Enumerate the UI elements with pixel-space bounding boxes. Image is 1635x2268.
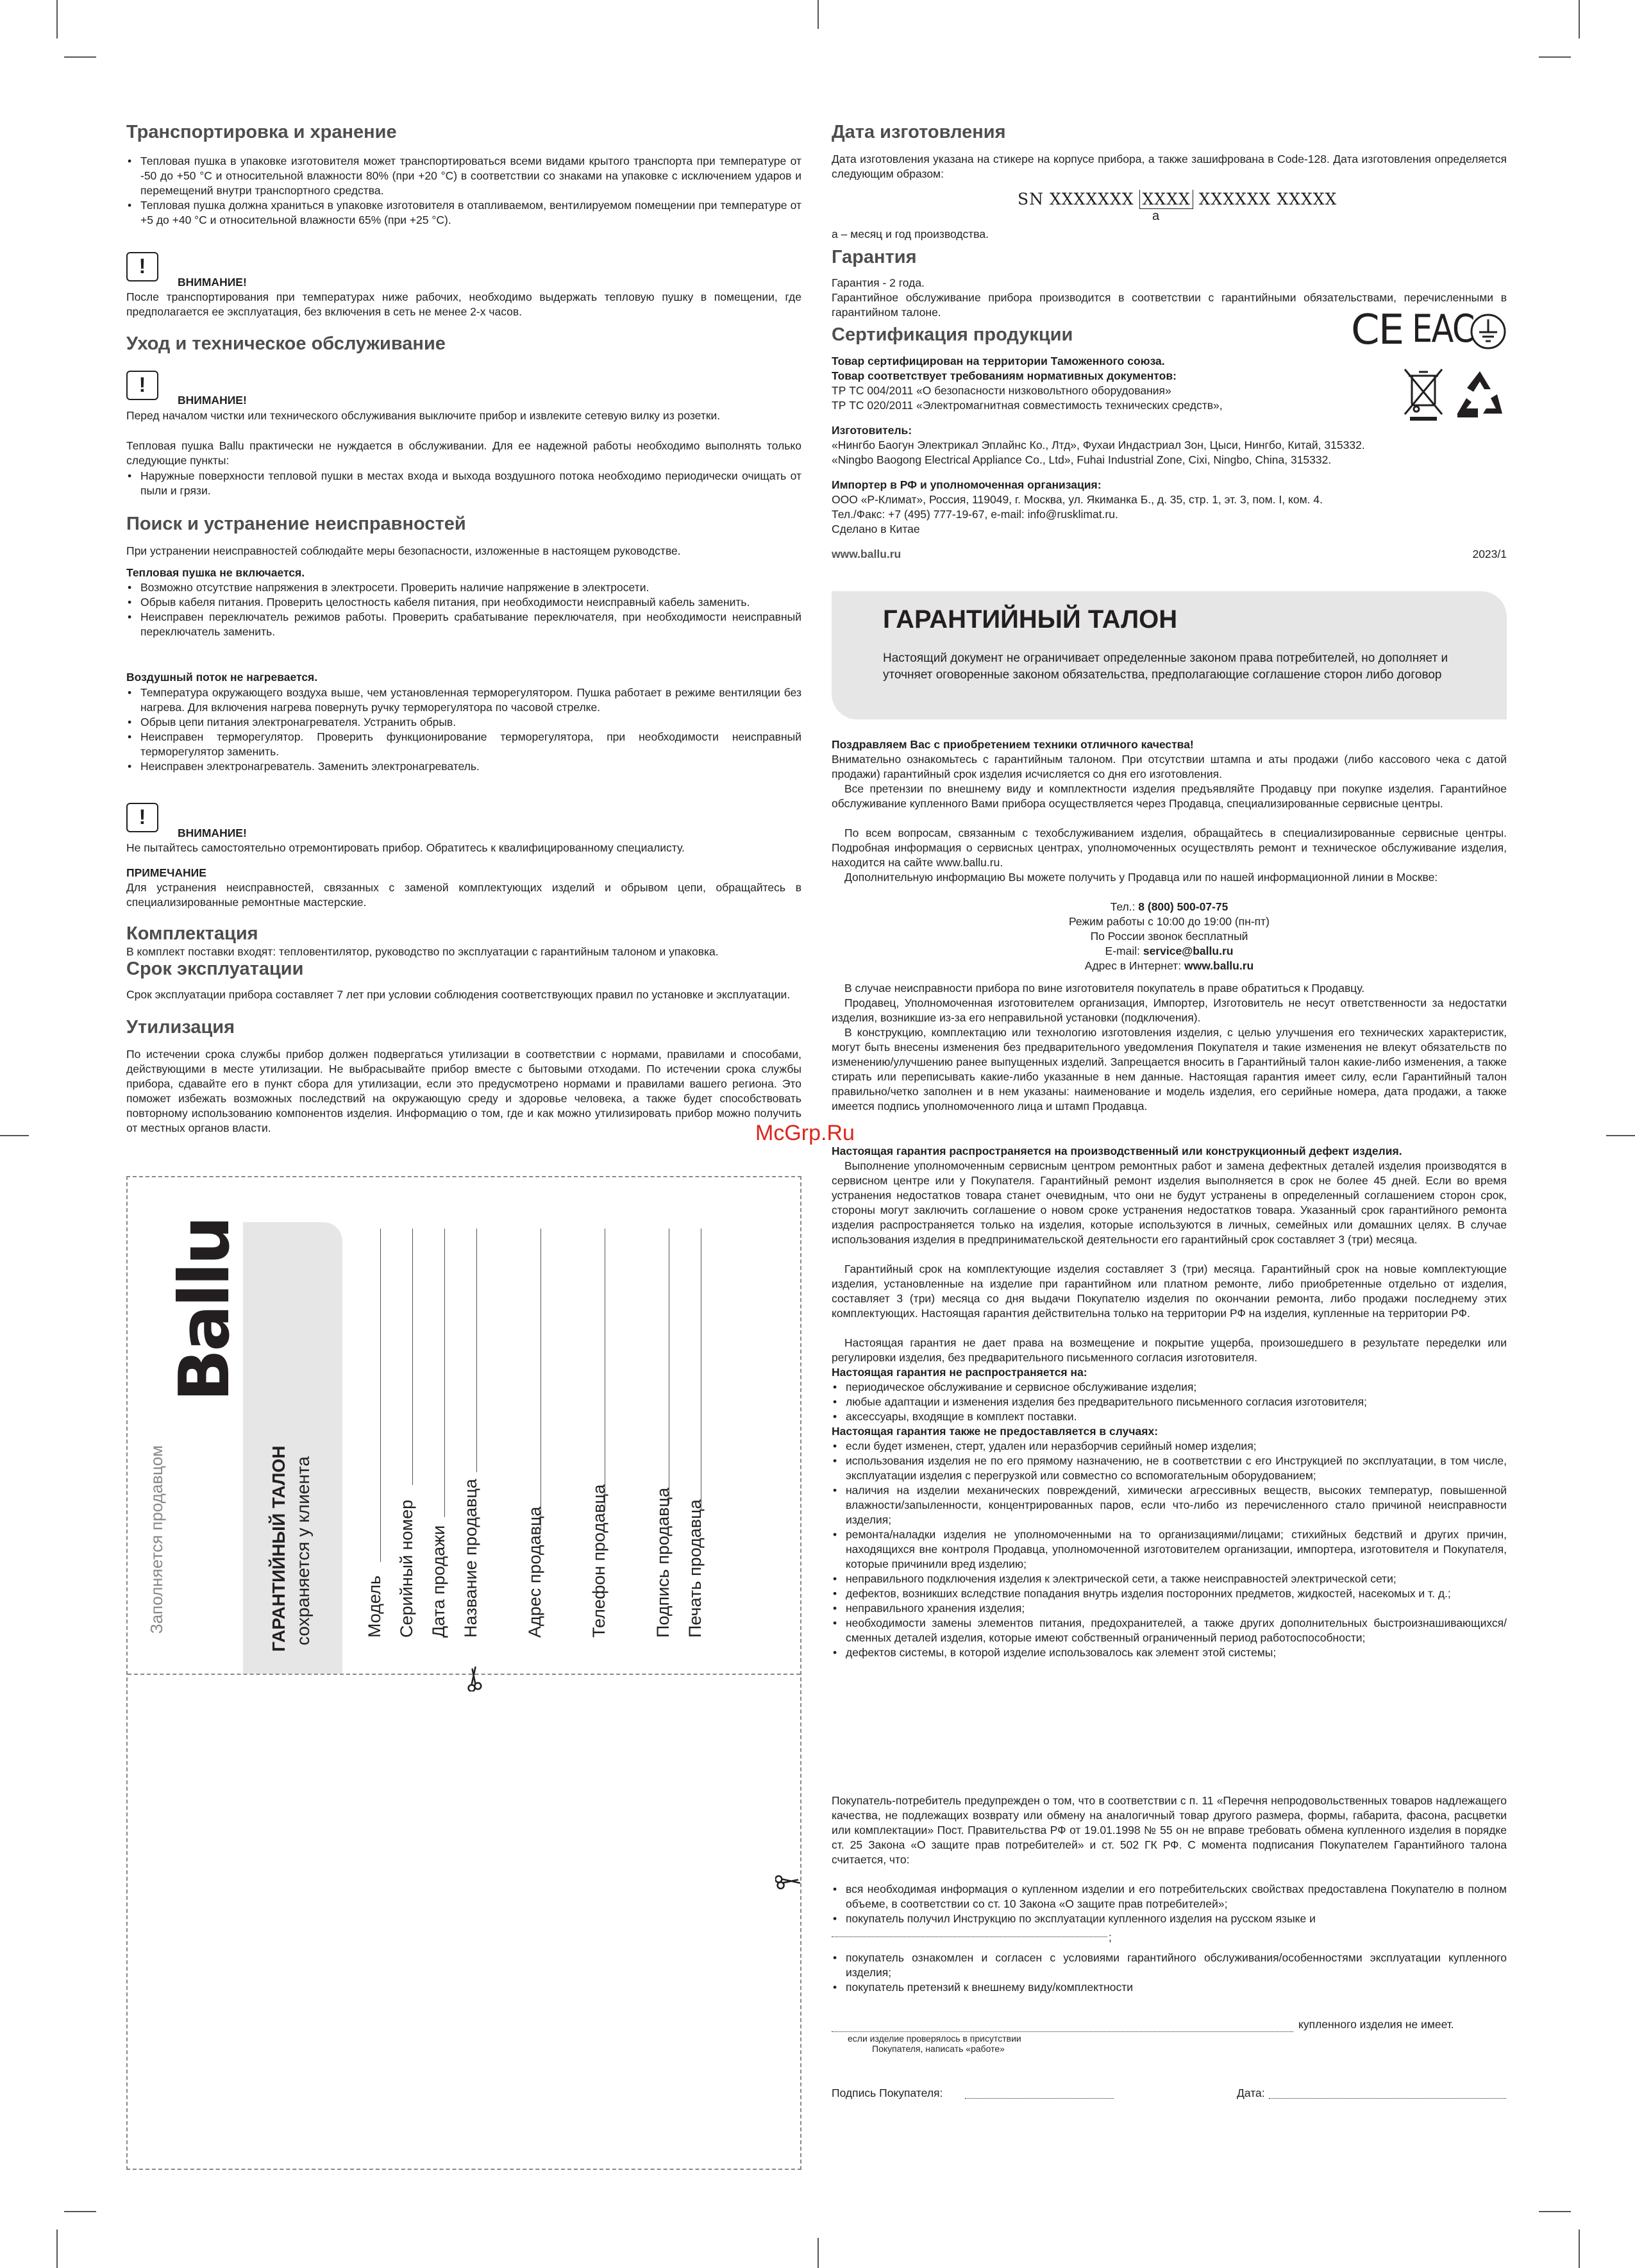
congrats: Поздравляем Вас с приобретением техники отличного качества! bbox=[832, 738, 1194, 751]
body-p2: Все претензии по внешнему виду и комплектности изделия предъявляйте Продавцу при покупке изделия. Гарантийное обслуживание купленного Вами прибора осуществляется через Продавца, специализированные сервисные центры. bbox=[832, 782, 1507, 810]
weee-bin-icon bbox=[1401, 365, 1446, 422]
importer-line-1: ООО «Р-Климат», Россия, 119049, г. Москва, ул. Якиманка Б., д. 35, стр. 1, эт. 3, пом. I, ком. 4. bbox=[832, 493, 1323, 506]
cert-bold-2: Товар соответствует требованиям нормативных документов: bbox=[832, 369, 1177, 382]
body-p4: Дополнительную информацию Вы можете получить у Продавца или по нашей информационной линии в Москве: bbox=[844, 871, 1438, 884]
crop-mark bbox=[818, 2238, 819, 2268]
list-item: • неправильного хранения изделия; bbox=[832, 1601, 1507, 1616]
list-item: • аксессуары, входящие в комплект поставки. bbox=[832, 1409, 1507, 1424]
list-item: • дефектов, возникших вследствие попадания внутрь изделия посторонних предметов, жидкостей, насекомых и т. д.; bbox=[832, 1586, 1507, 1601]
cert-title: Сертификация продукции bbox=[832, 324, 1073, 345]
watermark: McGrp.Ru bbox=[755, 1121, 855, 1145]
list-item: • любые адаптации и изменения изделия без предварительного письменного согласия изготовителя; bbox=[832, 1395, 1507, 1409]
cert-line-1: ТР ТС 004/2011 «О безопасности низковольтного оборудования» bbox=[832, 384, 1171, 397]
body-p9: Гарантийный срок на комплектующие изделия составляет 3 (три) месяца. Гарантийный срок на новые комплектующие изделия, установленные на изделие при гарантийном или платном ремонте, либо приобретенные отдельно от изделия, составляет 3 (три) месяца со дня выдачи Покупателю изделия по окончании ремонта, либо продажи последнему этих комплектующих. Настоящая гарантия действительна только на территории РФ на изделия, купленные на территории РФ. bbox=[832, 1263, 1507, 1320]
list-item: • вся необходимая информация о купленном изделии и его потребительских свойствах предоставлена Покупателю в полном объеме, в соответствии со ст. 10 Закона «О защите прав потребителей»; bbox=[832, 1882, 1507, 1911]
crop-mark bbox=[56, 0, 58, 38]
field-serial: Серийный номер bbox=[397, 1499, 416, 1638]
warranty-text-2: Гарантийное обслуживание прибора производится в соответствии с гарантийными обязательствами, перечисленными в гарантийном талоне. bbox=[832, 291, 1507, 319]
list-item: • Тепловая пушка в упаковке изготовителя может транспортироваться всеми видами крытого транспорта при температуре от -50 до +50 °С и относительной влажности 80% (при +20 °С) в соответствии со знаками на упаковке с исключением ударов и перемещений внутри транспортного средства. bbox=[126, 154, 801, 198]
maker-title: Изготовитель: bbox=[832, 424, 912, 437]
list-item: • Неисправен переключатель режимов работы. Проверить срабатывание переключателя, при необходимости неисправный переключатель заменить. bbox=[126, 610, 801, 639]
care-title: Уход и техническое обслуживание bbox=[126, 333, 446, 354]
body-p10: Настоящая гарантия не дает права на возмещение и покрытие ущерба, произошедшего в результате переделки или регулировки изделия, без предварительного письменного согласия изготовителя. bbox=[832, 1336, 1507, 1364]
trouble-subtitle-2: Воздушный поток не нагревается. bbox=[126, 671, 318, 684]
exclusions-list bbox=[832, 1380, 1507, 1424]
field-line bbox=[476, 1229, 477, 1472]
list-item: • Обрыв цепи питания электронагревателя. Устранить обрыв. bbox=[126, 715, 801, 730]
field-line bbox=[380, 1229, 381, 1562]
contact-phone bbox=[832, 900, 1507, 914]
life-title: Срок эксплуатации bbox=[126, 959, 304, 979]
list-item: • необходимости замены элементов питания, предохранителей, а также других дополнительных быстроизнашивающихся/сменных деталей изделия, которые имеют собственный ограниченный период работоспособности; bbox=[832, 1616, 1507, 1645]
importer-title: Импортер в РФ и уполномоченная организация: bbox=[832, 478, 1102, 491]
list-item: • покупатель претензий к внешнему виду/комплектности bbox=[832, 1980, 1507, 1995]
manufacture-text: Дата изготовления указана на стикере на корпусе прибора, а также зашифрована в Code-128. Дата изготовления определяется следующим образом: bbox=[832, 153, 1507, 180]
transport-warning-text: После транспортирования при температурах ниже рабочих, необходимо выдержать тепловую пушку в помещении, где предполагается ее эксплуатация, без включения в сеть не менее 2-х часов. bbox=[126, 290, 801, 318]
field-seller-signature: Подпись продавца bbox=[653, 1487, 673, 1638]
body-p6: Продавец, Уполномоченная изготовителем организация, Импортер, Изготовитель не несут ответственности за недостатки изделия, возникшие из-за его неправильной установки (подключения). bbox=[832, 996, 1507, 1024]
ground-symbol-icon bbox=[1470, 313, 1507, 350]
scissors-icon bbox=[775, 1870, 801, 1895]
serial-suffix: XXXXXX XXXXX bbox=[1193, 190, 1337, 208]
contact-web bbox=[832, 959, 1507, 973]
importer-line-2: Тел./Факс: +7 (495) 777-19-67, e-mail: info@rusklimat.ru. bbox=[832, 508, 1118, 521]
crop-mark bbox=[1579, 0, 1580, 38]
field-seller-name: Название продавца bbox=[461, 1479, 480, 1638]
doc-version: 2023/1 bbox=[1472, 548, 1507, 560]
kit-title: Комплектация bbox=[126, 923, 258, 944]
list-item: • ремонта/наладки изделия не уполномоченными на то организациями/лицами; стихийных бедствий и других причин, находящихся вне контроля Продавца, уполномоченной изготовителем организации, импортера, изготовителя и Покупателя, которые причинили вред изделию; bbox=[832, 1527, 1507, 1572]
coupon-subtitle: сохраняется у клиента bbox=[293, 1456, 313, 1645]
cases-list bbox=[832, 1439, 1507, 1660]
crop-mark bbox=[64, 2211, 96, 2212]
crop-mark bbox=[1539, 2211, 1571, 2212]
list-item: • покупатель получил Инструкцию по эксплуатации купленного изделия на русском языке и bbox=[832, 1911, 1507, 1926]
banner-title: ГАРАНТИЙНЫЙ ТАЛОН bbox=[883, 605, 1178, 634]
date-label: Дата: bbox=[1237, 2087, 1265, 2099]
list-item: • периодическое обслуживание и сервисное обслуживание изделия; bbox=[832, 1380, 1507, 1395]
warranty-title: Гарантия bbox=[832, 247, 917, 267]
body-b1: Настоящая гарантия распространяется на производственный или конструкционный дефект изделия. bbox=[832, 1145, 1402, 1157]
list-item: • использования изделия не по его прямому назначению, не в соответствии с его Инструкцией по эксплуатации, в том числе, эксплуатации изделия с перегрузкой или совместно со вспомогательным оборудованием; bbox=[832, 1454, 1507, 1483]
crop-mark bbox=[818, 0, 819, 29]
transport-list bbox=[126, 154, 801, 228]
warning-icon: ! bbox=[126, 252, 158, 281]
phone-number[interactable]: 8 (800) 500-07-75 bbox=[1138, 900, 1228, 913]
buyer-signature-field[interactable] bbox=[965, 2098, 1114, 2099]
manufacture-title: Дата изготовления bbox=[832, 122, 1006, 142]
list-item: • Наружные поверхности тепловой пушки в местах входа и выхода воздушного потока необходимо периодически очищать от пыли и грязи. bbox=[126, 469, 801, 498]
trouble-warning-text: Не пытайтесь самостоятельно отремонтировать прибор. Обратитесь к квалифицированному специалисту. bbox=[126, 841, 685, 854]
list-item: • если будет изменен, стерт, удален или неразборчив серийный номер изделия; bbox=[832, 1439, 1507, 1454]
warning-title: ВНИМАНИЕ! bbox=[178, 394, 247, 407]
trouble-title: Поиск и устранение неисправностей bbox=[126, 514, 466, 534]
body-p8: Выполнение уполномоченным сервисным центром ремонтных работ и замена дефектных деталей изделия производятся в сервисном центре или у Покупателя. Гарантийный ремонт изделия выполняется в срок не более 45 дней. Если во время устранения недостатков товара станет очевидным, что они не будут устранены в определенный соглашением сторон срок, стороны могут заключить соглашение о новом сроке устранения недостатков товара. Указанный срок гарантийного ремонта изделия распространяется только на изделия, которые используются в личных, семейных или домашних целях. В случае использования изделия в предпринимательской деятельности его гарантийный срок составляет 3 (три) месяца. bbox=[832, 1159, 1507, 1246]
crop-mark bbox=[0, 1135, 29, 1136]
website-link[interactable]: www.ballu.ru bbox=[832, 548, 901, 560]
list-item: • Тепловая пушка должна храниться в упаковке изготовителя в отапливаемом, вентилируемом помещении при температуре от +5 до +40 °С и относительной влажности 65% (при +25 °С). bbox=[126, 198, 801, 228]
email-label: E-mail: bbox=[1105, 945, 1143, 957]
list-item: • покупатель ознакомлен и согласен с условиями гарантийного обслуживания/особенностями эксплуатации купленного изделия; bbox=[832, 1951, 1507, 1980]
disposal-text: По истечении срока службы прибор должен подвергаться утилизации в соответствии с нормами, правилами и способами, действующими в месте утилизации. Не выбрасывайте прибор вместе с бытовыми отходами. По истечении срока службы прибора, сдавайте его в пункт сбора для утилизации, если это предусмотрено нормами и правилами вашего региона. Это поможет избежать возможных последствий на окружающую среду и здоровье человека, а также будет способствовать повторному использованию компонентов изделия. Информацию о том, где и как можно утилизировать прибор можно получить от местных органов власти. bbox=[126, 1048, 801, 1134]
list-item: • Температура окружающего воздуха выше, чем установленная терморегулятором. Пушка работает в режиме вентиляции без нагрева. Для включения нагрева повернуть ручку терморегулятора по часовой стрелке. bbox=[126, 685, 801, 715]
serial-format bbox=[1018, 190, 1337, 208]
buyer-list-1 bbox=[832, 1882, 1507, 1926]
body-p1: Внимательно ознакомьтесь с гарантийным талоном. При отсутствии штампа и аты продажи (либо кассового чека с датой продажи) гарантийный срок изделия исчисляется со дня его изготовления. bbox=[832, 753, 1507, 780]
care-list bbox=[126, 469, 801, 498]
crop-mark bbox=[1606, 1135, 1635, 1136]
warranty-banner bbox=[832, 591, 1507, 719]
crop-mark bbox=[1539, 56, 1571, 58]
list-item: • наличия на изделии механических повреждений, химически агрессивных веществ, высоких температур, повышенной влажности/запыленности, концентрированных паров, если что-либо из перечисленного стало причиной неисправности изделия; bbox=[832, 1483, 1507, 1527]
serial-prefix: SN XXXXXXX bbox=[1018, 190, 1140, 208]
warning-title: ВНИМАНИЕ! bbox=[178, 827, 247, 839]
crop-mark bbox=[56, 2230, 58, 2268]
blank-line bbox=[832, 1936, 1107, 1937]
phone-label: Тел.: bbox=[1110, 900, 1139, 913]
list-item: • неправильного подключения изделия к электрической сети, а также неисправностей электрической сети; bbox=[832, 1572, 1507, 1586]
field-seller-address: Адрес продавца bbox=[525, 1506, 544, 1638]
contact-hours: Режим работы с 10:00 до 19:00 (пн-пт) bbox=[1069, 915, 1270, 928]
disposal-title: Утилизация bbox=[126, 1017, 235, 1037]
hint-1: если изделие проверялось в присутствии bbox=[848, 2033, 1021, 2044]
field-line bbox=[412, 1229, 413, 1485]
date-field[interactable] bbox=[1269, 2098, 1506, 2099]
seller-fill-label: Заполняется продавцом bbox=[147, 1445, 166, 1634]
semicolon: ; bbox=[1109, 1931, 1112, 1944]
list-item: • дефектов системы, в которой изделие использовалось как элемент этой системы; bbox=[832, 1645, 1507, 1660]
field-model: Модель bbox=[365, 1575, 384, 1638]
warranty-text-1: Гарантия - 2 года. bbox=[832, 276, 925, 289]
list-item: • Неисправен терморегулятор. Проверить функционирование терморегулятора, при необходимости неисправный терморегулятор заменить. bbox=[126, 730, 801, 759]
trouble-list-1 bbox=[126, 580, 801, 639]
maker-line-2: «Ningbo Baogong Electrical Appliance Co., Ltd», Fuhai Industrial Zone, Cixi, Ningbo, China, 315332. bbox=[832, 453, 1332, 466]
eac-mark-icon: EAC bbox=[1412, 307, 1474, 351]
crop-mark bbox=[64, 56, 96, 58]
crop-mark bbox=[1579, 2230, 1580, 2268]
note-text: Для устранения неисправностей, связанных с заменой комплектующих изделий и обрывом цепи, обращайтесь в специализированные ремонтные мастерские. bbox=[126, 881, 801, 909]
kit-text: В комплект поставки входят: тепловентилятор, руководство по эксплуатации с гарантийным талоном и упаковка. bbox=[126, 945, 719, 958]
importer-line-3: Сделано в Китае bbox=[832, 523, 920, 535]
body-p7: В конструкцию, комплектацию или технологию изготовления изделия, с целью улучшения его технических характеристик, могут быть внесены изменения без предварительного уведомления Покупателя и такие изменения не влекут обязательств по изменению/улучшению ранее выпущенных изделий. Запрещается вносить в Гарантийный талон какие-либо изменения, а также стирать или переписывать какие-либо указанные в нем данные. Настоящая гарантия имеет силу, если Гарантийный талон правильно/четко заполнен и в нем указаны: наименование и модель изделия, его серийные номера, дата продажи, а также имеется подпись уполномоченного лица и штамп Продавца. bbox=[832, 1026, 1507, 1113]
note-title: ПРИМЕЧАНИЕ bbox=[126, 866, 206, 879]
warning-icon: ! bbox=[126, 371, 158, 400]
brand-logo: Ballu bbox=[165, 1218, 245, 1402]
list-item: • Возможно отсутствие напряжения в электросети. Проверить наличие напряжение в электросети. bbox=[126, 580, 801, 595]
life-text: Срок эксплуатации прибора составляет 7 лет при условии соблюдения соответствующих правил по установке и эксплуатации. bbox=[126, 988, 791, 1001]
cert-line-2: ТР ТС 020/2011 «Электромагнитная совместимость технических средств», bbox=[832, 399, 1223, 412]
trouble-subtitle-1: Тепловая пушка не включается. bbox=[126, 566, 305, 579]
web-label: Адрес в Интернет: bbox=[1084, 959, 1184, 972]
field-seller-stamp: Печать продавца bbox=[685, 1499, 705, 1638]
contact-email bbox=[832, 944, 1507, 959]
serial-date-mark: а bbox=[1152, 209, 1160, 223]
no-claims: купленного изделия не имеет. bbox=[1298, 2018, 1454, 2031]
body-p3: По всем вопросам, связанным с техобслуживанием изделия, обращайтесь в специализированные сервисные центры. Подробная информация о сервисных центрах, уполномоченных осуществлять ремонт и техническое обслуживание изделия, находится на сайте www.ballu.ru. bbox=[832, 827, 1507, 869]
body-b3: Настоящая гарантия также не предоставляется в случаях: bbox=[832, 1425, 1159, 1438]
body-b2: Настоящая гарантия не распространяется на: bbox=[832, 1366, 1087, 1379]
field-line bbox=[444, 1229, 445, 1517]
maker-line-1: «Нингбо Баогун Электрикал Эплайнс Ко., Лтд», Фухаи Индастриал Зон, Цыси, Нингбо, Китай, 315332. bbox=[832, 439, 1365, 451]
list-item: • Обрыв кабеля питания. Проверить целостность кабеля питания, при необходимости неисправный кабель заменить. bbox=[126, 595, 801, 610]
field-sale-date: Дата продажи bbox=[429, 1525, 448, 1638]
contact-free: По России звонок бесплатный bbox=[1090, 930, 1248, 943]
email-link[interactable]: service@ballu.ru bbox=[1143, 945, 1234, 957]
scissors-icon bbox=[462, 1666, 488, 1692]
banner-text: Настоящий документ не ограничивает определенные законом права потребителей, но дополняет и уточняет оговоренные законом обязательства, предполагающие соглашение сторон либо договор bbox=[883, 651, 1448, 682]
care-text-2: Тепловая пушка Ballu практически не нуждается в обслуживании. Для ее надежной работы необходимо выполнять только следующие пункты: bbox=[126, 439, 801, 467]
warning-title: ВНИМАНИЕ! bbox=[178, 276, 247, 289]
trouble-intro: При устранении неисправностей соблюдайте меры безопасности, изложенные в настоящем руководстве. bbox=[126, 544, 681, 557]
blank-line[interactable] bbox=[832, 2031, 1293, 2032]
ce-mark-icon: CE bbox=[1351, 307, 1404, 354]
body-p11: Покупатель-потребитель предупрежден о том, что в соответствии с п. 11 «Перечня непродовольственных товаров надлежащего качества, не подлежащих возврату или обмену на аналогичный товар другого размера, формы, габарита, фасона, расцветки или комплектации» Пост. Правительства РФ от 19.01.1998 № 55 он не вправе требовать обмена купленного изделия в порядке ст. 25 Закона «О защите прав потребителей» и ст. 502 ГК РФ. С момента подписания Покупателем Гарантийного талона считается, что: bbox=[832, 1794, 1507, 1866]
web-link[interactable]: www.ballu.ru bbox=[1184, 959, 1254, 972]
list-item: • Неисправен электронагреватель. Заменить электронагреватель. bbox=[126, 759, 801, 774]
buyer-signature-label: Подпись Покупателя: bbox=[832, 2087, 943, 2099]
body-p5: В случае неисправности прибора по вине изготовителя покупатель в праве обратиться к Продавцу. bbox=[844, 982, 1365, 995]
seller-coupon bbox=[126, 1176, 801, 2170]
field-seller-phone: Телефон продавца bbox=[589, 1484, 608, 1638]
trouble-list-2 bbox=[126, 685, 801, 774]
coupon-title: ГАРАНТИЙНЫЙ ТАЛОН bbox=[269, 1445, 289, 1652]
cert-bold-1: Товар сертифицирован на территории Таможенного союза. bbox=[832, 355, 1165, 367]
transport-title: Транспортировка и хранение bbox=[126, 122, 397, 142]
recycle-icon bbox=[1452, 369, 1507, 420]
manufacture-legend: а – месяц и год производства. bbox=[832, 228, 989, 240]
care-text-1: Перед началом чистки или технического обслуживания выключите прибор и извлеките сетевую вилку из розетки. bbox=[126, 409, 721, 422]
hint-2: Покупателя, написать «работе» bbox=[872, 2044, 1005, 2054]
buyer-list-2 bbox=[832, 1951, 1507, 1995]
serial-date-part: XXXX bbox=[1139, 190, 1193, 209]
warning-icon: ! bbox=[126, 803, 158, 832]
